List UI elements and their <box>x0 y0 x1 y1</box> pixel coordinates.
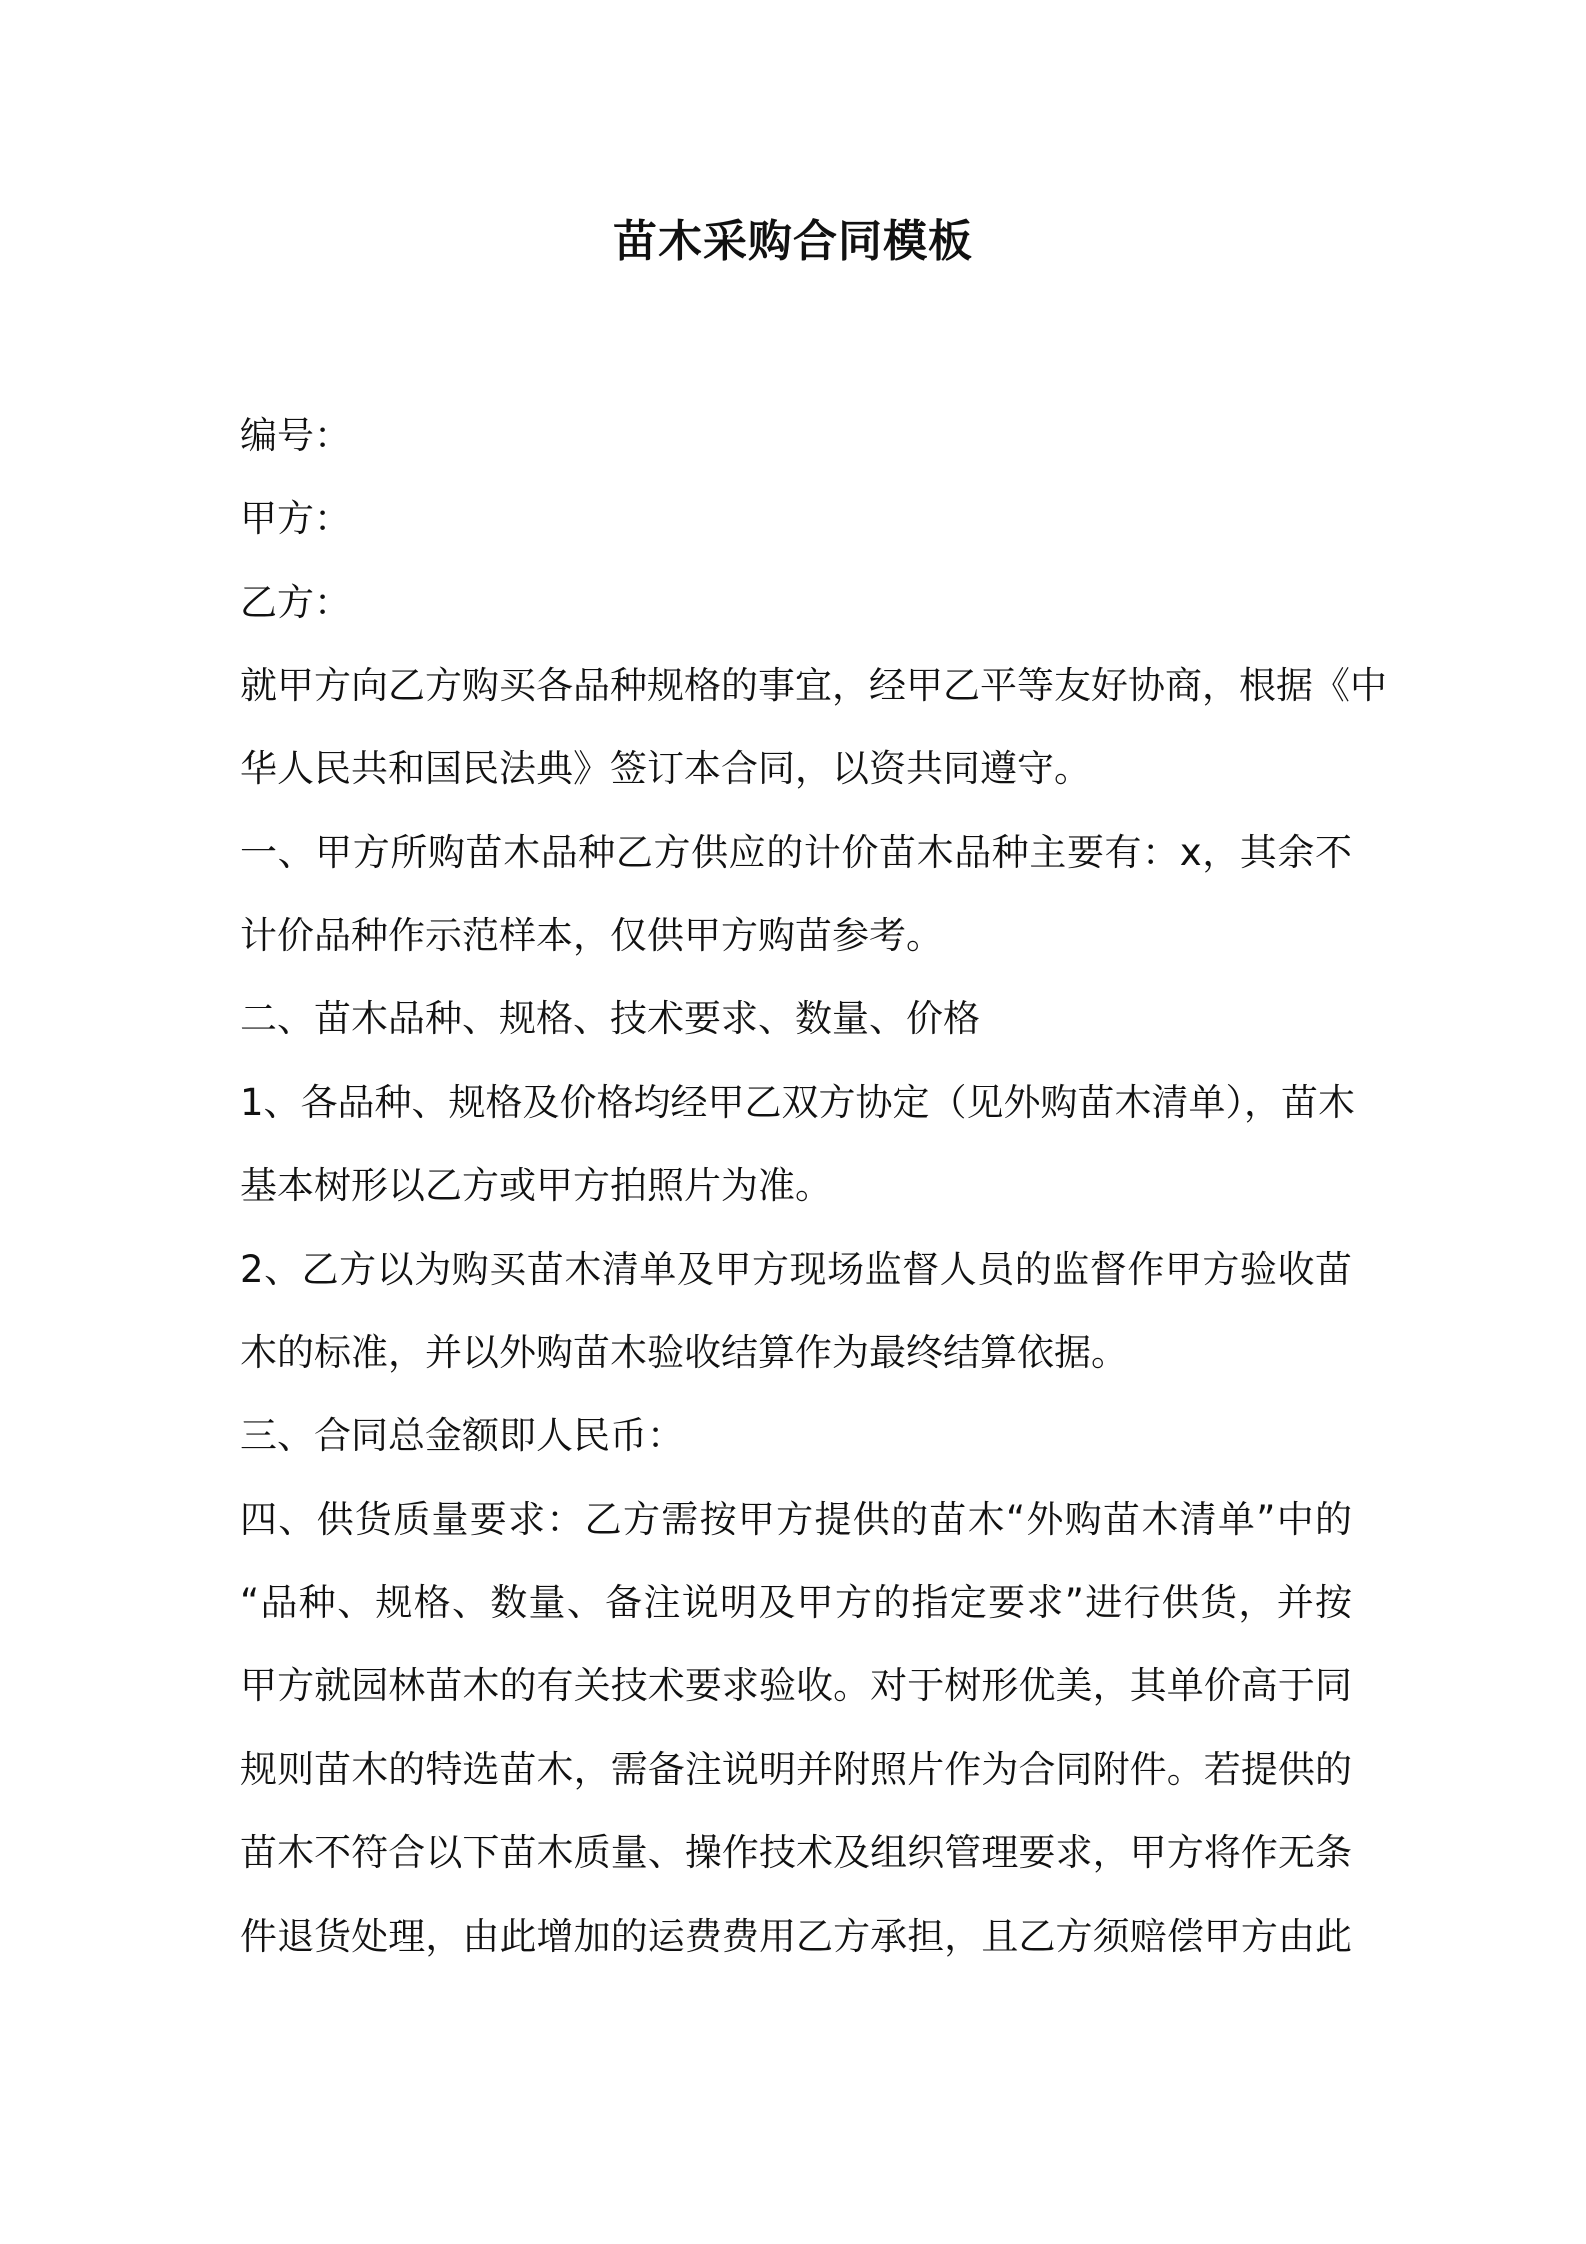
document-title: 苗木采购合同模板 <box>613 216 973 267</box>
section-4-line-4: 规则苗木的特选苗木，需备注说明并附照片作为合同附件。若提供的 <box>240 1748 1352 1791</box>
section-4-line-2: “品种、规格、数量、备注说明及甲方的指定要求”进行供货，并按 <box>240 1581 1352 1624</box>
section-4-line-1: 四、供货质量要求：乙方需按甲方提供的苗木“外购苗木清单”中的 <box>240 1498 1352 1541</box>
section-4-line-6: 件退货处理，由此增加的运费费用乙方承担，且乙方须赔偿甲方由此 <box>240 1915 1352 1958</box>
section-3-line: 三、合同总金额即人民币： <box>240 1414 684 1457</box>
section-1-line-1: 一、甲方所购苗木品种乙方供应的计价苗木品种主要有：x，其余不 <box>240 831 1352 874</box>
section-4-line-5: 苗木不符合以下苗木质量、操作技术及组织管理要求，甲方将作无条 <box>240 1831 1352 1874</box>
clause-2-1-line-1: 1、各品种、规格及价格均经甲乙双方协定（见外购苗木清单），苗木 <box>240 1081 1356 1124</box>
clause-2-2-line-1: 2、乙方以为购买苗木清单及甲方现场监督人员的监督作甲方验收苗 <box>240 1248 1352 1291</box>
clause-2-1-line-2: 基本树形以乙方或甲方拍照片为准。 <box>240 1164 832 1207</box>
section-2-heading: 二、苗木品种、规格、技术要求、数量、价格 <box>240 997 980 1040</box>
paragraph-intro-line-2: 华人民共和国民法典》签订本合同，以资共同遵守。 <box>240 747 1091 790</box>
party-a-label: 甲方： <box>240 497 351 540</box>
clause-2-2-line-2: 木的标准，并以外购苗木验收结算作为最终结算依据。 <box>240 1331 1128 1374</box>
section-1-line-2: 计价品种作示范样本，仅供甲方购苗参考。 <box>240 914 943 957</box>
paragraph-intro-line-1: 就甲方向乙方购买各品种规格的事宜，经甲乙平等友好协商，根据《中 <box>240 664 1387 707</box>
party-b-label: 乙方： <box>240 581 351 624</box>
section-4-line-3: 甲方就园林苗木的有关技术要求验收。对于树形优美，其单价高于同 <box>240 1664 1352 1707</box>
contract-number-label: 编号： <box>240 414 351 457</box>
